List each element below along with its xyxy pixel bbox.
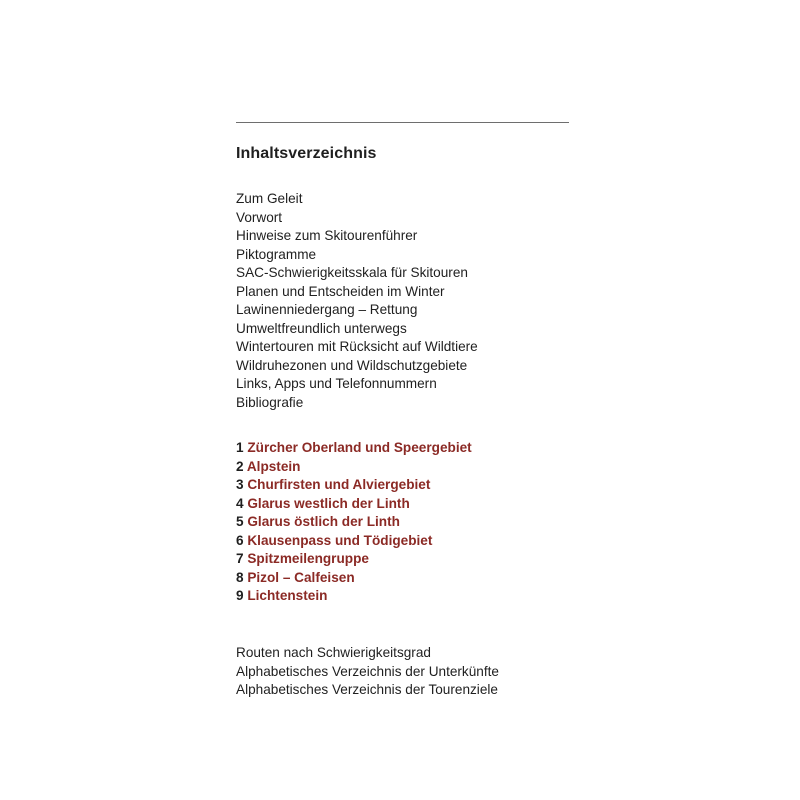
toc-entry-zum-geleit[interactable]: Zum Geleit [236, 191, 303, 206]
chapter-entry-8[interactable] [236, 569, 472, 588]
toc-entry-links-apps[interactable]: Links, Apps und Telefonnummern [236, 376, 437, 391]
chapter-title: Spitzmeilengruppe [247, 551, 369, 566]
chapter-entry-6[interactable] [236, 532, 472, 551]
chapter-title: Klausenpass und Tödigebiet [247, 532, 433, 548]
chapter-entry-2[interactable] [236, 458, 472, 477]
chapter-title: Lichtenstein [247, 588, 328, 603]
toc-entry-wildruhezonen[interactable]: Wildruhezonen und Wildschutzgebiete [236, 357, 468, 373]
appendix-entry-schwierigkeitsgrad[interactable]: Routen nach Schwierigkeitsgrad [236, 645, 431, 660]
chapter-entry-3[interactable] [236, 476, 472, 495]
chapter-number: 4 [236, 495, 244, 511]
toc-entry-wintertouren-wildtiere[interactable]: Wintertouren mit Rücksicht auf Wildtiere [236, 339, 478, 354]
chapter-title: Pizol – Calfeisen [247, 569, 355, 585]
chapter-entry-1[interactable] [236, 439, 472, 458]
chapter-title: Glarus westlich der Linth [247, 495, 410, 511]
toc-entry-hinweise[interactable]: Hinweise zum Skitourenführer [236, 228, 418, 243]
toc-entry-planen-entscheiden[interactable]: Planen und Entscheiden im Winter [236, 283, 445, 299]
chapter-entry-7[interactable] [236, 550, 472, 569]
chapter-number: 7 [236, 551, 244, 566]
chapter-number: 1 [236, 440, 244, 455]
chapter-list [236, 439, 472, 606]
toc-entry-umweltfreundlich[interactable]: Umweltfreundlich unterwegs [236, 320, 407, 336]
toc-entry-vorwort[interactable]: Vorwort [236, 209, 283, 225]
intro-section-list [236, 190, 478, 412]
top-divider [236, 122, 569, 123]
chapter-entry-4[interactable] [236, 495, 472, 514]
chapter-entry-9[interactable] [236, 587, 472, 606]
chapter-number: 8 [236, 569, 244, 585]
chapter-number: 5 [236, 514, 244, 529]
chapter-number: 2 [236, 458, 244, 474]
chapter-title: Zürcher Oberland und Speergebiet [247, 440, 472, 455]
chapter-title: Churfirsten und Alviergebiet [247, 477, 431, 492]
toc-entry-lawinenniedergang[interactable]: Lawinenniedergang – Rettung [236, 302, 418, 317]
chapter-title: Glarus östlich der Linth [247, 514, 400, 529]
toc-entry-bibliografie[interactable]: Bibliografie [236, 394, 304, 410]
appendix-entry-tourenziele[interactable]: Alphabetisches Verzeichnis der Tourenziele [236, 682, 498, 697]
chapter-entry-5[interactable] [236, 513, 472, 532]
chapter-number: 6 [236, 532, 244, 548]
toc-entry-schwierigkeitsskala[interactable]: SAC-Schwierigkeitsskala für Skitouren [236, 265, 468, 280]
appendix-list [236, 644, 499, 700]
chapter-title: Alpstein [246, 458, 301, 474]
chapter-number: 3 [236, 477, 244, 492]
appendix-entry-unterkuenfte[interactable]: Alphabetisches Verzeichnis der Unterkünfte [236, 663, 499, 679]
toc-entry-piktogramme[interactable]: Piktogramme [236, 246, 317, 262]
toc-title: Inhaltsverzeichnis [236, 145, 377, 162]
chapter-number: 9 [236, 588, 244, 603]
